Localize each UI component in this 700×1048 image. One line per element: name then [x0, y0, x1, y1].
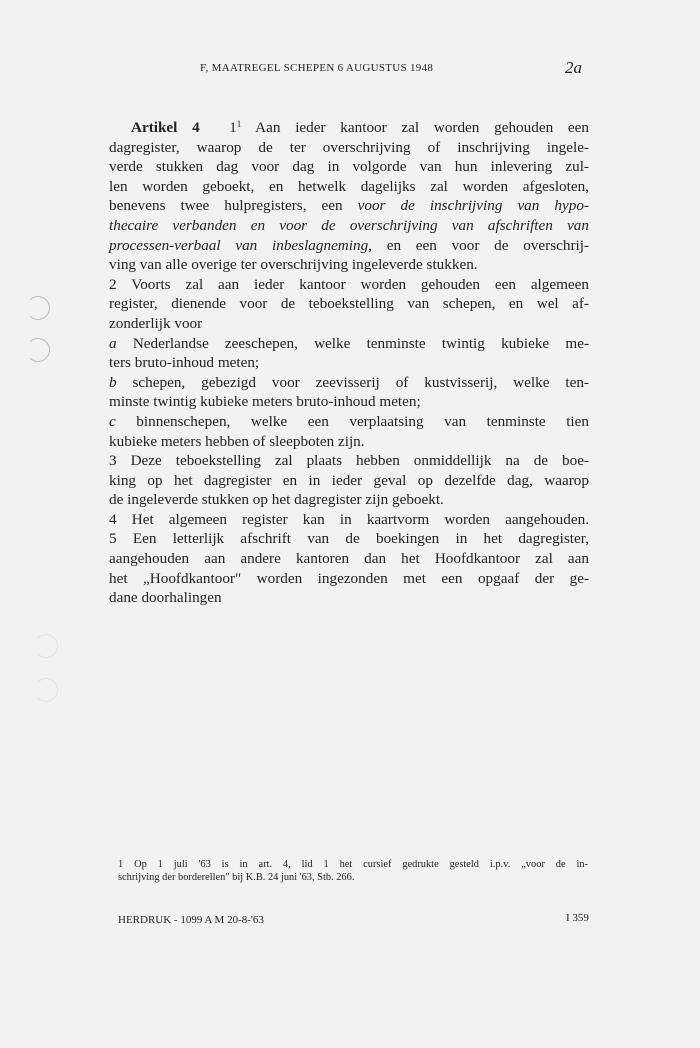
- paragraph-4-line: 4 Het algemeen register kan in kaartvorm worden aangehouden.: [109, 510, 589, 528]
- punch-hole-mark: [26, 338, 50, 362]
- paragraph-1-line: ving van alle overige ter overschrijving ingeleverde stukken.: [109, 256, 478, 274]
- footnote-reference: 1: [236, 119, 242, 129]
- article-body: [109, 118, 589, 608]
- paragraph-1-line: processen-verbaal van inbeslagneming, en een voor de overschrij-: [109, 236, 589, 254]
- list-item-b: minste twintig kubieke meters bruto-inhoud meten;: [109, 393, 421, 411]
- punch-hole-mark: [34, 678, 58, 702]
- paragraph-5-line: aangehouden aan andere kantoren dan het Hoofdkantoor zal aan: [109, 550, 589, 568]
- paragraph-1-line: verde stukken dag voor dag in volgorde van hun inlevering zul-: [109, 158, 589, 176]
- paragraph-5-line: het „Hoofdkantoor" worden ingezonden met een opgaaf der ge-: [109, 569, 589, 587]
- list-item-a: ters bruto-inhoud meten;: [109, 354, 260, 372]
- footer-reprint-info: HERDRUK - 1099 A M 20-8-'63: [118, 914, 264, 926]
- footer-page-code: I 359: [566, 912, 589, 924]
- list-item-b: b schepen, gebezigd voor zeevisserij of kustvisserij, welke ten-: [109, 373, 589, 391]
- page-number: 2a: [565, 58, 582, 77]
- paragraph-1-line: thecaire verbanden en voor de overschrijving van afschriften van: [109, 216, 589, 234]
- list-item-c: kubieke meters hebben of sleepboten zijn.: [109, 432, 365, 450]
- paragraph-number: 1: [229, 119, 237, 136]
- footnote-line: schrijving der borderellen" bij K.B. 24 juni '63, Stb. 266.: [118, 872, 355, 883]
- punch-hole-mark: [26, 296, 50, 320]
- paragraph-1-line: len worden geboekt, en hetwelk dagelijks zal worden afgesloten,: [109, 177, 589, 195]
- list-item-a: a Nederlandse zeeschepen, welke tenminste twintig kubieke me-: [109, 334, 589, 352]
- paragraph-5-line: dane doorhalingen: [109, 589, 222, 607]
- punch-hole-mark: [34, 634, 58, 658]
- footnote: [118, 858, 588, 884]
- article-label: Artikel 4: [131, 119, 200, 136]
- paragraph-2-line: zonderlijk voor: [109, 314, 203, 332]
- paragraph-2-line: register, dienende voor de teboekstelling van schepen, en wel af-: [109, 295, 589, 313]
- paragraph-3-line: de ingeleverde stukken op het dagregister zijn geboekt.: [109, 491, 444, 509]
- paragraph-1-line: dagregister, waarop de ter overschrijving of inschrijving ingele-: [109, 138, 589, 156]
- paragraph-2-line: 2 Voorts zal aan ieder kantoor worden gehouden een algemeen: [109, 275, 589, 293]
- list-item-c: c binnenschepen, welke een verplaatsing van tenminste tien: [109, 412, 589, 430]
- paragraph-3-line: 3 Deze teboekstelling zal plaats hebben onmiddellijk na de boe-: [109, 452, 589, 470]
- paragraph-1-line: Artikel 4 $1^1$ Aan ieder kantoor zal worden gehouden een: [131, 119, 589, 136]
- footnote-line: 1 Op 1 juli '63 is in art. 4, lid 1 het cursief gedrukte gesteld i.p.v. „voor de in-: [118, 859, 588, 870]
- paragraph-3-line: king op het dagregister en in ieder geval op dezelfde dag, waarop: [109, 471, 589, 489]
- running-head: F, MAATREGEL SCHEPEN 6 AUGUSTUS 1948: [200, 62, 434, 74]
- paragraph-1-line: benevens twee hulpregisters, een voor de inschrijving van hypo-: [109, 197, 589, 215]
- paragraph-5-line: 5 Een letterlijk afschrift van de boekingen in het dagregister,: [109, 530, 589, 548]
